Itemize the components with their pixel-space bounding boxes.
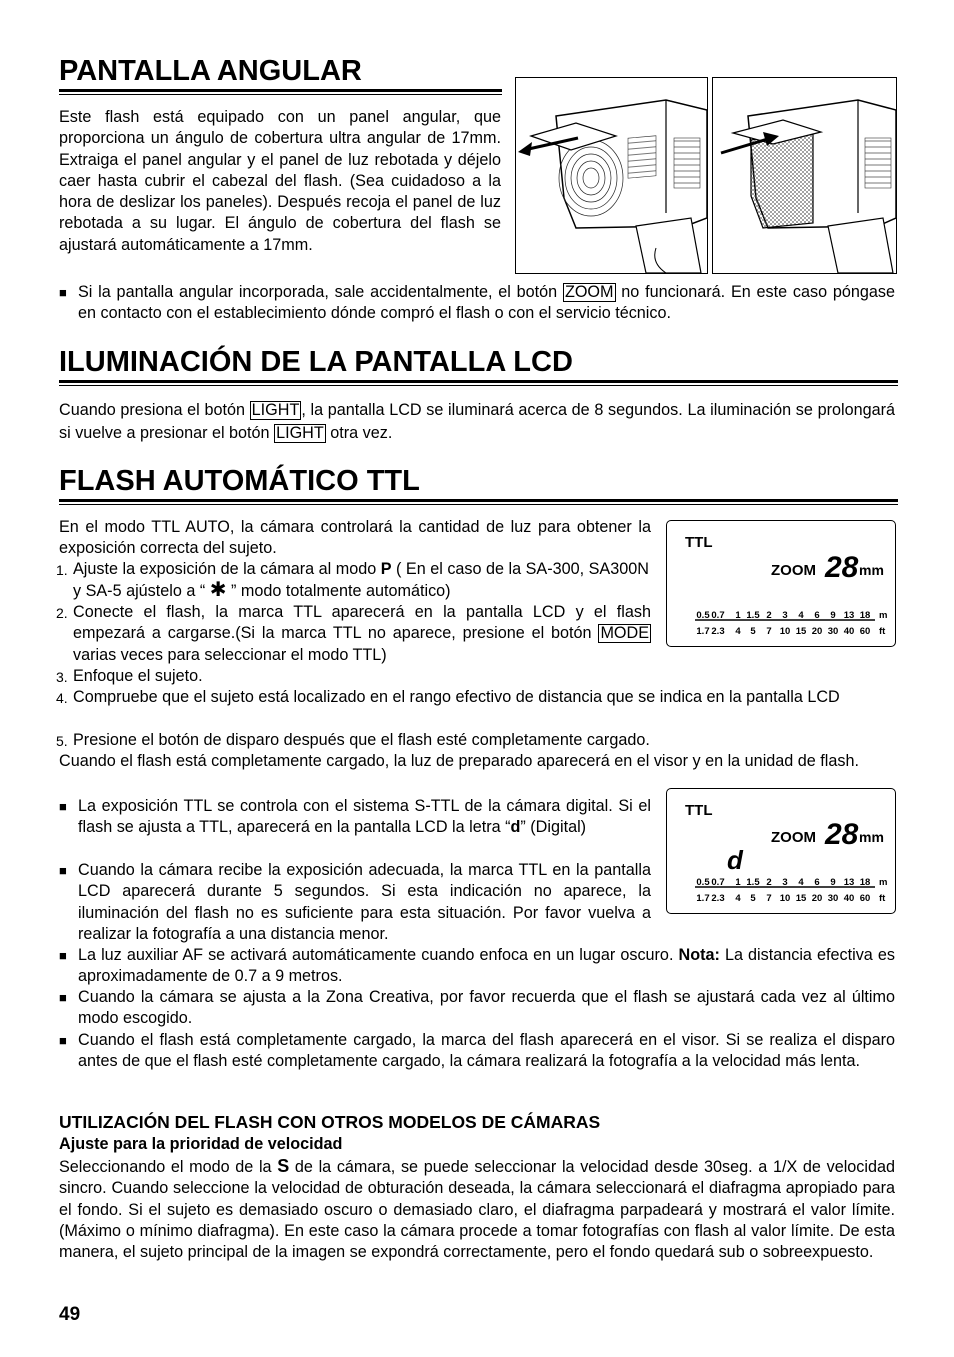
ttl-intro: En el modo TTL AUTO, la cámara controlará la cantidad de luz para obtener la exposición correcta del sujeto. [59, 518, 651, 558]
lcd-scale-value: 4 [798, 610, 804, 621]
lcd-scale-value: 18 [859, 877, 871, 888]
lcd-scale-value: 1 [735, 877, 741, 888]
lcd-scale-value: 13 [843, 877, 855, 888]
lcd-scale-value: 13 [843, 610, 855, 621]
section-title-other: UTILIZACIÓN DEL FLASH CON OTROS MODELOS DE CÁMARAS [59, 1112, 601, 1132]
lcd-zoom-value: 28 [825, 551, 859, 584]
lcd-zoom-value: 28 [825, 818, 859, 851]
section-title-lcd: ILUMINACIÓN DE LA PANTALLA LCD [59, 346, 573, 378]
lcd-zoom-unit: mm [859, 562, 884, 578]
ttl-step-4: 4. Compruebe que el sujeto está localizado en el rango efectivo de distancia que se indica en la pantalla LCD [56, 688, 840, 706]
lcd-scale-value: 5 [750, 626, 756, 637]
lcd-scale-value: 10 [779, 893, 791, 904]
lcd-scale-value: 20 [811, 893, 823, 904]
lcd-scale-value: 3 [782, 610, 788, 621]
s-mode-label: S [277, 1156, 290, 1176]
mode-button-label: MODE [600, 624, 649, 643]
lcd-meters-unit: m [879, 877, 888, 888]
lcd-scale-value: 9 [830, 610, 836, 621]
lcd-scale-value: 1.7 [696, 893, 710, 904]
angular-body: Este flash está equipado con un panel angular, que proporciona un ángulo de cobertura ultra angular de 17mm. Extraiga el panel angular y el panel de luz rebotada y déjelo caer hasta cubrir el cabezal del flash. (Sea cuidadoso a la hora de deslizar los paneles). Después recoja el panel de luz rebotada a su lugar. El ángulo de cobertura del flash se ajustará automáticamente a 17mm. [59, 108, 501, 254]
lcd-scale-value: 1.5 [746, 610, 760, 621]
auto-mode-symbol: ✱ [209, 579, 227, 602]
ttl-bullet-3: ■ La luz auxiliar AF se activará automáticamente cuando enfoca en un lugar oscuro. Nota: La distancia efectiva es aproximadamente de 0.7 a 9 metros. [59, 946, 895, 986]
lcd-scale-value: 1.5 [746, 877, 760, 888]
lcd-scale-value: 3 [782, 877, 788, 888]
section-title-angular: PANTALLA ANGULAR [59, 55, 362, 87]
lcd-panel-ttl [666, 520, 896, 647]
ttl-step-2: 2. Conecte el flash, la marca TTL aparecerá en la pantalla LCD y el flash empezará a cargarse.(Si la marca TTL no aparece, presione el botón MODE varias veces para seleccionar el modo TTL) [56, 603, 651, 664]
lcd-zoom: ZOOM [771, 562, 816, 579]
lcd-scale-value: 2 [766, 610, 772, 621]
lcd-scale-value: 10 [779, 626, 791, 637]
page-number: 49 [59, 1304, 81, 1325]
lcd-body: Cuando presiona el botón LIGHT , la pantalla LCD se iluminará acerca de 8 segundos. La iluminación se prolongará si vuelve a presionar el botón LIGHT otra vez. [59, 401, 895, 442]
lcd-feet-unit: ft [879, 626, 886, 637]
ttl-after: Cuando el flash está completamente cargado, la luz de preparado aparecerá en el visor y en la unidad de flash. [59, 752, 859, 770]
ttl-step-1: 1. Ajuste la exposición de la cámara al modo P ( En el caso de la SA-300, SA300N y SA-5 ajústelo a “ ✱ ” modo totalmente automático) [56, 560, 649, 602]
lcd-feet-unit: ft [879, 893, 886, 904]
lcd-zoom: ZOOM [771, 829, 816, 846]
lcd-scale-value: 1.7 [696, 626, 710, 637]
lcd-scale-value: 2.3 [711, 626, 725, 637]
lcd-scale-value: 4 [798, 877, 804, 888]
flash-illustration-cover [712, 77, 897, 274]
lcd-panel-ttl-digital [666, 788, 896, 914]
ttl-bullet-5: ■ Cuando el flash está completamente cargado, la marca del flash aparecerá en el visor. Si se realiza el disparo antes de que el flash esté completamente cargado, la cámara realizará la fotografía a la velocidad más lenta. [59, 1031, 895, 1071]
ttl-step-3: 3. Enfoque el sujeto. [56, 667, 203, 685]
lcd-scale-value: 60 [859, 626, 871, 637]
lcd-digital-mark: d [727, 845, 743, 875]
lcd-scale-value: 40 [843, 893, 855, 904]
ttl-step-5: 5. Presione el botón de disparo después que el flash esté completamente cargado. [56, 731, 650, 749]
title-rule [59, 499, 898, 505]
lcd-scale-value: 15 [795, 893, 807, 904]
lcd-ttl: TTL [685, 534, 713, 551]
lcd-scale-value: 4 [735, 626, 741, 637]
lcd-scale-value: 40 [843, 626, 855, 637]
ttl-bullet-4: ■ Cuando la cámara se ajusta a la Zona Creativa, por favor recuerda que el flash se ajustará cada vez al último modo escogido. [59, 988, 895, 1028]
light-button-label: LIGHT [276, 424, 324, 442]
lcd-scale-value: 60 [859, 893, 871, 904]
lcd-zoom-unit: mm [859, 829, 884, 845]
section-subtitle-speed: Ajuste para la prioridad de velocidad [59, 1135, 343, 1153]
lcd-scale-value: 9 [830, 877, 836, 888]
lcd-scale-value: 30 [827, 893, 839, 904]
flash-illustration-extract [515, 77, 708, 274]
lcd-scale-value: 2.3 [711, 893, 725, 904]
ttl-bullet-1: ■ La exposición TTL se controla con el sistema S-TTL de la cámara digital. Si el flash se ajusta a TTL, aparecerá en la pantalla LCD la letra “d” (Digital) [59, 797, 651, 837]
lcd-scale-value: 4 [735, 893, 741, 904]
lcd-scale-value: 30 [827, 626, 839, 637]
lcd-scale-value: 6 [814, 877, 820, 888]
light-button-label: LIGHT [251, 401, 300, 419]
lcd-scale-value: 7 [766, 626, 772, 637]
lcd-scale-value: 15 [795, 626, 807, 637]
zoom-button-label: ZOOM [564, 283, 614, 301]
title-rule [59, 380, 898, 386]
lcd-scale-value: 20 [811, 626, 823, 637]
ttl-bullet-2: ■ Cuando la cámara recibe la exposición adecuada, la marca TTL en la pantalla LCD aparecerá durante 5 segundos. Si esta indicación no aparece, la iluminación del flash no es suficiente para esta situación. Por favor vuelva a realizar la fotografía a una distancia menor. [59, 861, 651, 943]
lcd-scale-value: 6 [814, 610, 820, 621]
title-rule [59, 89, 502, 95]
lcd-ttl: TTL [685, 802, 713, 819]
lcd-scale-value: 0.5 [696, 610, 710, 621]
lcd-scale-value: 7 [766, 893, 772, 904]
lcd-meters-unit: m [879, 610, 888, 621]
bullet-mark: ■ [59, 285, 67, 300]
lcd-scale-value: 0.7 [711, 610, 725, 621]
lcd-scale-value: 18 [859, 610, 871, 621]
lcd-scale-value: 5 [750, 893, 756, 904]
other-body: Seleccionando el modo de la S de la cámara, se puede seleccionar la velocidad desde 30seg. a 1/X de velocidad sincro. Cuando seleccione la velocidad de obturación deseada, la cámara seleccionará el diafragma apropiado para el fondo. Si el sujeto es demasiado oscuro o demasiado claro, el diafragma parpadeará y mostrará el valor límite. (Máximo o mínimo diafragma). En este caso la cámara procede a tomar fotografías con flash al valor límite. De esta manera, el sujeto principal de la imagen se expondrá correctamente, pero el fondo quedará sub o sobreexpuesto. [59, 1156, 895, 1262]
lcd-scale-value: 2 [766, 877, 772, 888]
lcd-scale-value: 0.7 [711, 877, 725, 888]
section-title-ttl: FLASH AUTOMÁTICO TTL [59, 465, 420, 497]
angular-note: ■ Si la pantalla angular incorporada, sale accidentalmente, el botón ZOOM no funcionará. En este caso póngase en contacto con el establecimiento dónde compró el flash o con el servicio técnico. [59, 283, 896, 323]
lcd-scale-value: 0.5 [696, 877, 710, 888]
lcd-scale-value: 1 [735, 610, 741, 621]
